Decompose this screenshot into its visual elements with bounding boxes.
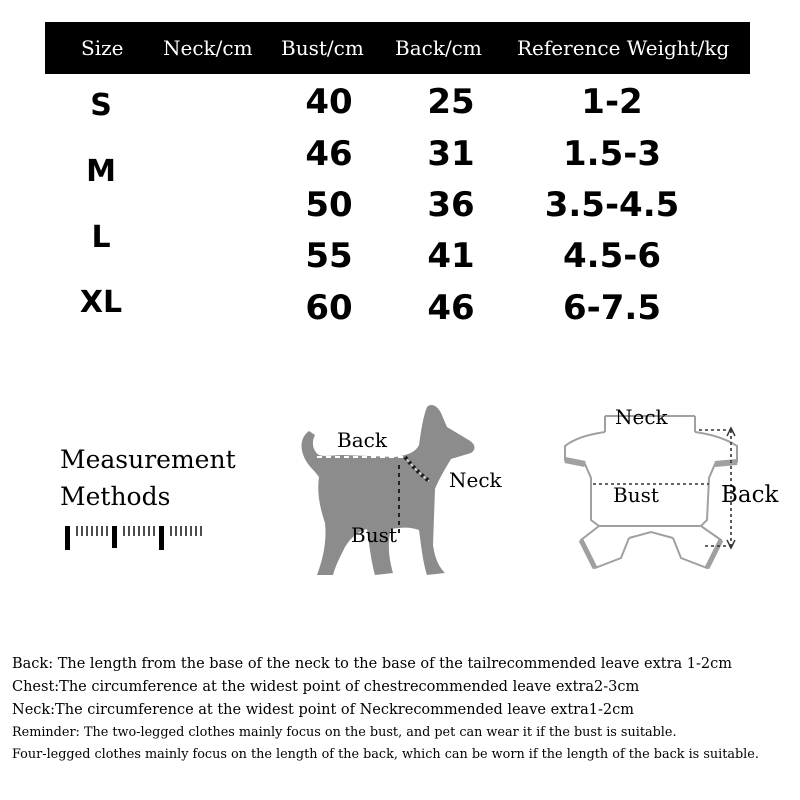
header-back: Back/cm [395,36,482,60]
header-neck: Neck/cm [163,36,253,60]
weight-cell: 1.5-3 [563,134,661,174]
dog-bust-label: Bust [351,523,397,547]
bust-cell: 40 [305,82,353,122]
clothes-neck-label: Neck [615,405,668,429]
size-xl: XL [79,285,123,320]
bust-cell: 50 [305,185,353,225]
notes-section [12,653,798,766]
size-l: L [91,220,111,255]
clothes-back-label: Back [721,482,779,508]
methods-title-line1: Measurement [60,445,236,474]
back-cell: 41 [427,236,475,276]
weight-cell: 3.5-4.5 [544,185,680,225]
note-neck: Neck:The circumference at the widest point of Neckrecommended leave extra1-2cm [12,702,634,718]
header-bust: Bust/cm [281,36,364,60]
back-cell: 25 [427,82,475,122]
back-cell: 36 [427,185,475,225]
note-back: Back: The length from the base of the neck to the base of the tailrecommended leave extra 1-2cm [12,656,732,672]
bust-cell: 46 [305,134,353,174]
header-weight: Reference Weight/kg [517,36,730,60]
note-chest: Chest:The circumference at the widest point of chestrecommended leave extra2-3cm [12,679,640,695]
clothes-bust-label: Bust [613,483,659,507]
back-cell: 31 [427,134,475,174]
bust-cell: 60 [305,288,353,328]
note-four-legged: Four-legged clothes mainly focus on the length of the back, which can be worn if the length of the back is suitable. [12,747,759,762]
bust-cell: 55 [305,236,353,276]
dog-back-label: Back [337,428,387,452]
methods-title-line2: Methods [60,482,171,511]
table-header [45,22,750,74]
size-s: S [90,88,112,123]
four-legged-clothes-icon [555,400,785,575]
weight-cell: 4.5-6 [563,236,661,276]
size-m: M [86,154,116,189]
header-size: Size [81,36,124,60]
dog-silhouette-icon [295,395,510,585]
dog-neck-label: Neck [449,468,502,492]
ruler-icon [60,518,210,554]
weight-cell: 6-7.5 [563,288,661,328]
weight-cell: 1-2 [581,82,643,122]
note-reminder: Reminder: The two-legged clothes mainly focus on the bust, and pet can wear it if the bust is suitable. [12,725,677,740]
back-cell: 46 [427,288,475,328]
